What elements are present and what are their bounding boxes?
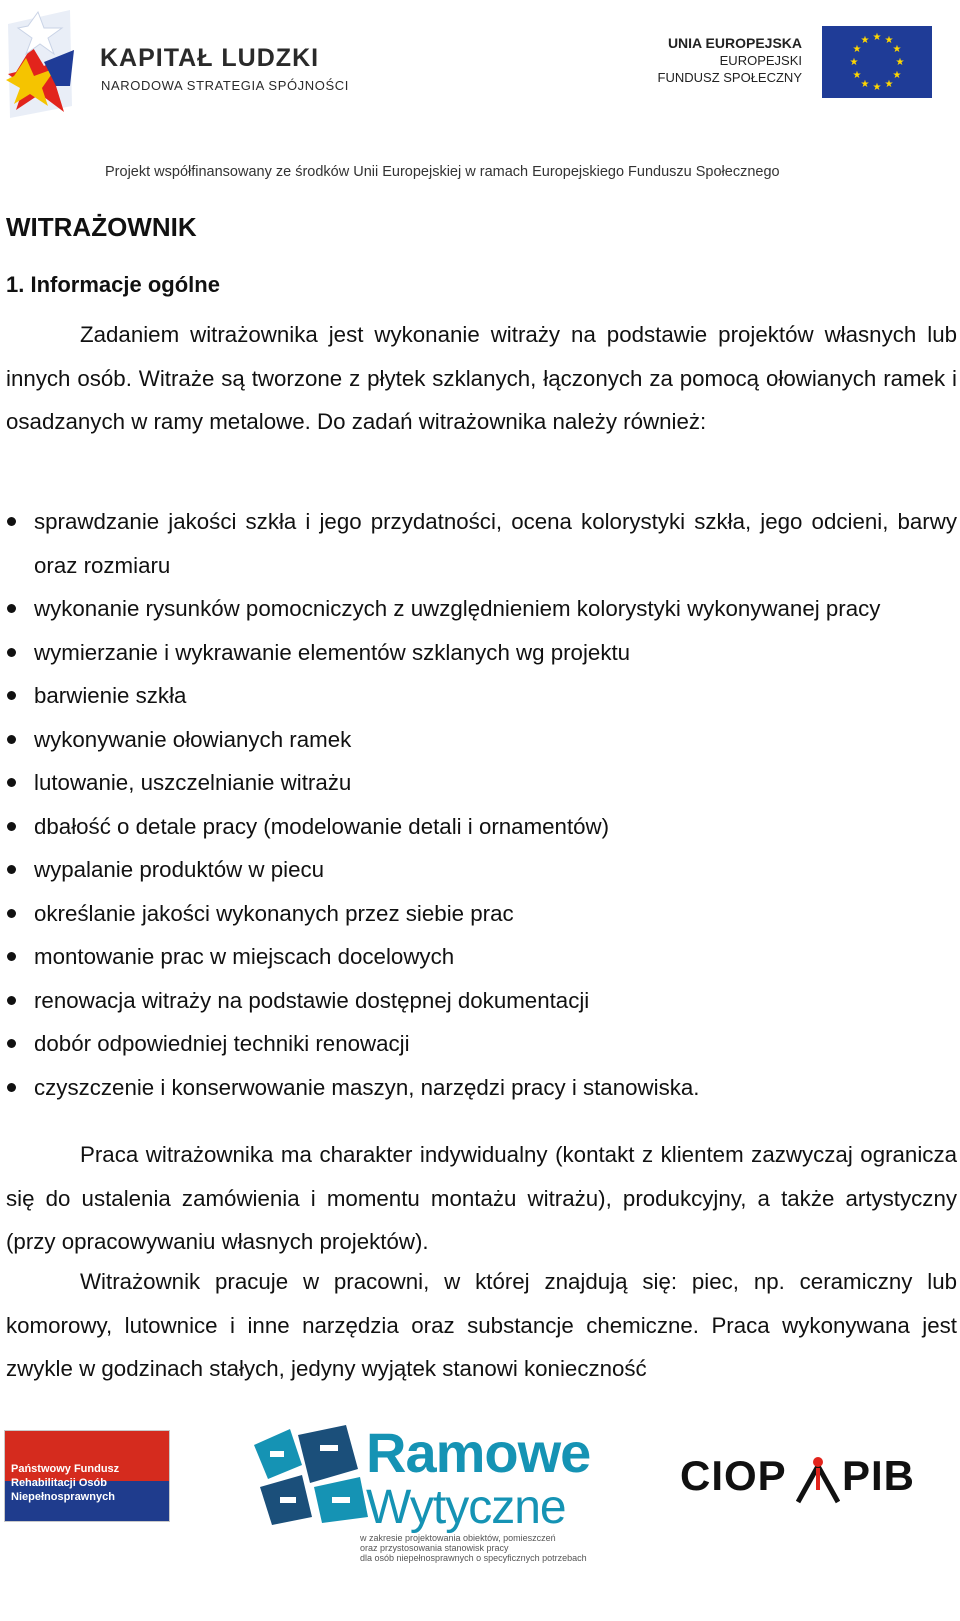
task-list-item (6, 761, 957, 805)
eu-line-1: UNIA EUROPEJSKA (667, 35, 802, 51)
task-list (6, 500, 957, 1109)
task-text: renowacja witraży na podstawie dostępnej dokumentacji (34, 987, 590, 1013)
task-list-item (6, 979, 957, 1023)
paragraph-work-character: Praca witrażownika ma charakter indywidualny (kontakt z klientem zazwyczaj ogranicza się do ustalenia zamówienia i momentu montażu witrażu), produkcyjny, a także artystyczny (przy opracowywaniu własnych projektów). (6, 1142, 957, 1254)
task-list-item (6, 718, 957, 762)
task-text: wypalanie produktów w piecu (34, 857, 325, 882)
svg-text:★: ★ (884, 35, 894, 46)
eu-flag-icon (822, 26, 932, 98)
task-list-item (6, 1066, 957, 1110)
task-list-item (6, 848, 957, 892)
svg-text:★: ★ (892, 44, 902, 55)
document-title: WITRAŻOWNIK (6, 212, 197, 242)
task-list-item (6, 587, 957, 631)
ramowe-sub-line-1: w zakresie projektowania obiektów, pomieszczeń (360, 1533, 556, 1543)
task-text: wykonanie rysunków pomocniczych z uwzględnieniem kolorystyki wykonywanej pracy (34, 596, 881, 621)
bullet-icon (7, 648, 16, 657)
task-list-item (6, 892, 957, 936)
ramowe-wytyczne-mark-icon (250, 1425, 370, 1525)
svg-text:★: ★ (872, 82, 882, 93)
pfron-text (11, 1462, 119, 1504)
task-text: montowanie prac w miejscach docelowych (34, 944, 455, 969)
task-list-item (6, 674, 957, 718)
pib-text: PIB (842, 1452, 916, 1499)
bullet-icon (7, 691, 16, 700)
bullet-icon (7, 996, 16, 1005)
task-list-item (6, 500, 957, 587)
svg-text:★: ★ (852, 44, 862, 55)
svg-text:★: ★ (872, 32, 882, 43)
wytyczne-title: Wytyczne (366, 1481, 566, 1534)
ramowe-subtitle (360, 1533, 587, 1563)
task-list-item (6, 631, 957, 675)
task-text: wymierzanie i wykrawanie elementów szklanych wg projektu (34, 639, 631, 665)
pfron-line-2: Rehabilitacji Osób (11, 1477, 107, 1489)
bullet-icon (7, 517, 16, 526)
svg-text:★: ★ (895, 57, 905, 68)
svg-text:★: ★ (860, 35, 870, 46)
kapital-ludzki-subtitle: NARODOWA STRATEGIA SPÓJNOŚCI (101, 78, 349, 93)
task-text: wykonywanie ołowianych ramek (34, 726, 352, 752)
eu-line-2: EUROPEJSKI (719, 53, 802, 68)
svg-text:★: ★ (849, 57, 859, 68)
bullet-icon (7, 1039, 16, 1048)
page-header (0, 0, 960, 190)
pfron-line-1: Państwowy Fundusz (11, 1463, 120, 1475)
cofinancing-note: Projekt współfinansowany ze środków Unii Europejskiej w ramach Europejskiego Funduszu Społecznego (105, 164, 780, 180)
paragraph-workplace: Witrażownik pracuje w pracowni, w której znajdują się: piec, np. ceramiczny lub komorowy, lutownice i inne narzędzia oraz substancje chemiczne. Praca wykonywana jest zwykle w godzinach stałych, jedyny wyjątek stanowi konieczność (6, 1269, 957, 1381)
svg-text:★: ★ (884, 79, 894, 90)
pfron-line-3: Niepełnosprawnych (11, 1491, 115, 1503)
task-text: dbałość o detale pracy (modelowanie detali i ornamentów) (34, 813, 610, 839)
task-text: dobór odpowiedniej techniki renowacji (34, 1031, 410, 1056)
eu-line-3: FUNDUSZ SPOŁECZNY (657, 70, 802, 85)
svg-text:★: ★ (892, 70, 902, 81)
bullet-icon (7, 822, 16, 831)
task-text: lutowanie, uszczelnianie witrażu (34, 770, 352, 795)
bullet-icon (7, 778, 16, 787)
ramowe-sub-line-2: oraz przystosowania stanowisk pracy (360, 1543, 509, 1553)
task-list-item (6, 1022, 957, 1066)
svg-text:★: ★ (860, 79, 870, 90)
bullet-icon (7, 865, 16, 874)
task-text: sprawdzanie jakości szkła i jego przydatności, ocena kolorystyki szkła, jego odcieni, barwy oraz rozmiaru (34, 509, 957, 578)
page-footer (0, 1400, 960, 1621)
task-text: określanie jakości wykonanych przez siebie prac (34, 900, 514, 926)
ciop-pib-logo (680, 1452, 930, 1512)
eu-text-block (658, 35, 802, 86)
ciop-figure-icon (796, 1456, 840, 1504)
ramowe-sub-line-3: dla osób niepełnosprawnych o specyficznych potrzebach (360, 1553, 587, 1563)
bullet-icon (7, 1083, 16, 1092)
bullet-icon (7, 604, 16, 613)
kapital-ludzki-title: KAPITAŁ LUDZKI (100, 44, 320, 72)
task-list-item (6, 805, 957, 849)
task-list-item (6, 935, 957, 979)
section-heading: 1. Informacje ogólne (6, 272, 220, 297)
pfron-logo (4, 1430, 170, 1522)
ciop-text: CIOP (680, 1452, 787, 1499)
ramowe-title: Ramowe (366, 1421, 591, 1484)
kapital-ludzki-star-icon (4, 6, 76, 118)
intro-paragraph: Zadaniem witrażownika jest wykonanie witraży na podstawie projektów własnych lub innych osób. Witraże są tworzone z płytek szklanych, łączonych za pomocą ołowianych ramek i osadzanych w ramy metalowe. Do zadań witrażownika należy również: (6, 322, 957, 434)
bullet-icon (7, 735, 16, 744)
task-text: barwienie szkła (34, 683, 187, 708)
task-text: czyszczenie i konserwowanie maszyn, narzędzi pracy i stanowiska. (34, 1074, 700, 1100)
bullet-icon (7, 909, 16, 918)
svg-text:★: ★ (852, 70, 862, 81)
bullet-icon (7, 952, 16, 961)
